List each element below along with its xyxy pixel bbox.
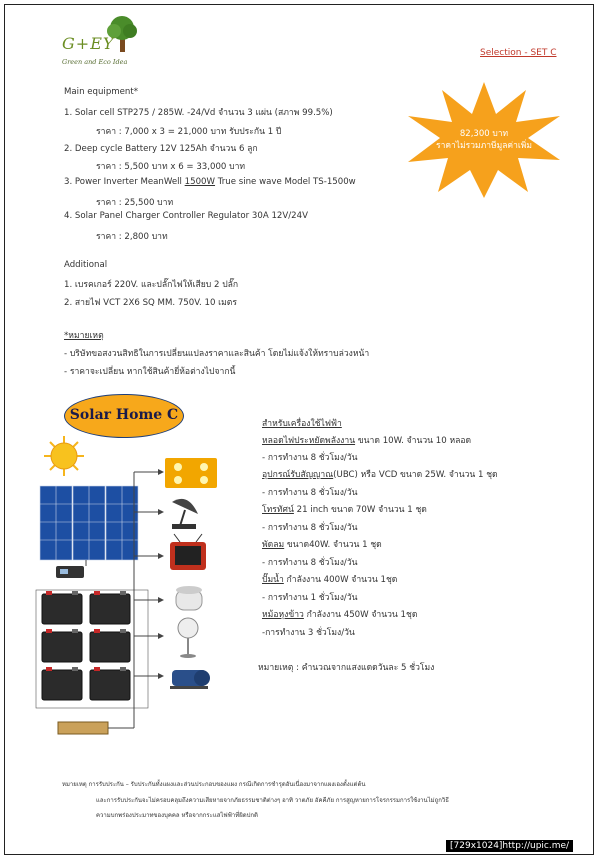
rice-cooker-icon <box>176 586 202 610</box>
usage-item-6-hours: -การทำงาน 3 ชั่วโมง/วัน <box>262 628 355 638</box>
usage-heading: สำหรับเครื่องใช้ไฟฟ้า <box>262 419 342 429</box>
usage-item-2-hours: - การทำงาน 8 ชั่วโมง/วัน <box>262 488 358 498</box>
company-logo <box>62 14 152 64</box>
footer-line-2: และการรับประกันจะไม่ครอบคลุมถึงความเสียหายจากภัยธรรมชาติต่างๆ อาทิ วาตภัย อัคคีภัย การสูญหายการโจรกรรมการใช้งานไม่ถูกวิธี <box>96 797 449 804</box>
usage-item-6: หม้อหุงข้าว กำลังงาน 450W จำนวน 1ชุด <box>262 610 418 620</box>
charge-controller-icon <box>56 566 84 578</box>
remark-heading: *หมายเหตุ <box>64 331 104 341</box>
usage-item-5: ปั๊มน้ำ กำลังงาน 400W จำนวน 1ชุด <box>262 575 398 585</box>
item-2-name: 2. Deep cycle Battery 12V 125Ah จำนวน 6 ลูก <box>64 144 258 154</box>
solar-panel-icon <box>40 486 138 560</box>
additional-item-2: 2. สายไฟ VCT 2X6 SQ MM. 750V. 10 เมตร <box>64 298 237 308</box>
usage-item-3-hours: - การทำงาน 8 ชั่วโมง/วัน <box>262 523 358 533</box>
usage-item-2: อุปกรณ์รับสัญญาณ(UBC) หรือ VCD ขนาด 25W. จำนวน 1 ชุด <box>262 470 498 480</box>
lamp-icon <box>165 458 217 488</box>
promo-price: 82,300 บาท <box>459 129 509 139</box>
promo-note: ราคาไม่รวมภาษีมูลค่าเพิ่ม <box>436 141 532 151</box>
item-4-name: 4. Solar Panel Charger Controller Regulator 30A 12V/24V <box>64 211 308 221</box>
usage-item-3: โทรทัศน์ 21 inch ขนาด 70W จำนวน 1 ชุด <box>262 505 427 515</box>
price-starburst <box>404 80 564 200</box>
item-1-price: ราคา : 7,000 x 3 = 21,000 บาท รับประกัน 1 ปี <box>96 127 282 137</box>
item-3-price: ราคา : 25,500 บาท <box>96 198 174 208</box>
water-pump-icon <box>170 670 210 689</box>
inverter-icon <box>58 722 108 734</box>
tv-icon <box>170 534 206 570</box>
system-diagram <box>30 432 255 762</box>
item-4-price: ราคา : 2,800 บาท <box>96 232 168 242</box>
watermark[interactable]: [729x1024]http://upic.me/ <box>446 840 573 852</box>
fan-icon <box>178 618 198 658</box>
remark-line-2: - ราคาจะเปลี่ยน หากใช้สินค้ายี่ห้อต่างไปจากนี้ <box>64 367 236 377</box>
usage-note: หมายเหตุ : คำนวณจากแสงแดดวันละ 5 ชั่วโมง <box>258 663 435 673</box>
usage-item-4: พัดลม ขนาด40W. จำนวน 1 ชุด <box>262 540 382 550</box>
usage-item-4-hours: - การทำงาน 8 ชั่วโมง/วัน <box>262 558 358 568</box>
main-heading: Main equipment* <box>64 87 139 97</box>
selection-label: Selection - SET C <box>480 48 557 58</box>
footer-line-1: หมายเหตุ การรับประกัน – รับประกันทั้งแผงและส่วนประกอบของแผง กรณีเกิดการชำรุดอันเนื่องมาจากแผงเองตั้งแต่ต้น <box>62 781 366 788</box>
footer-line-3: ความบกพร่องประมาทของบุคคล หรือจากกระแสไฟฟ้าที่ผิดปกติ <box>96 812 258 819</box>
logo-text: G+EY <box>62 34 115 53</box>
sun-icon <box>44 436 84 476</box>
usage-item-5-hours: - การทำงาน 1 ชั่วโมง/วัน <box>262 593 358 603</box>
item-2-price: ราคา : 5,500 บาท x 6 = 33,000 บาท <box>96 162 246 172</box>
diagram-title: Solar Home C <box>64 394 184 438</box>
remark-line-1: - บริษัทขอสงวนสิทธิในการเปลี่ยนแปลงราคาและสินค้า โดยไม่แจ้งให้ทราบล่วงหน้า <box>64 349 370 359</box>
item-1-name: 1. Solar cell STP275 / 285W. -24/Vd จำนวน 3 แผ่น (สภาพ 99.5%) <box>64 108 333 118</box>
additional-item-1: 1. เบรคเกอร์ 220V. และปลั๊กไฟให้เสียบ 2 ปลั๊ก <box>64 280 239 290</box>
item-3-name: 3. Power Inverter MeanWell 1500W True sine wave Model TS-1500w <box>64 177 356 187</box>
usage-item-1-hours: - การทำงาน 8 ชั่วโมง/วัน <box>262 453 358 463</box>
logo-tagline: Green and Eco Idea <box>62 58 128 66</box>
battery-bank-icon <box>36 590 148 708</box>
usage-item-1: หลอดไฟประหยัดพลังงาน ขนาด 10W. จำนวน 10 หลอด <box>262 436 472 446</box>
additional-heading: Additional <box>64 260 108 270</box>
satellite-dish-icon <box>172 499 198 529</box>
